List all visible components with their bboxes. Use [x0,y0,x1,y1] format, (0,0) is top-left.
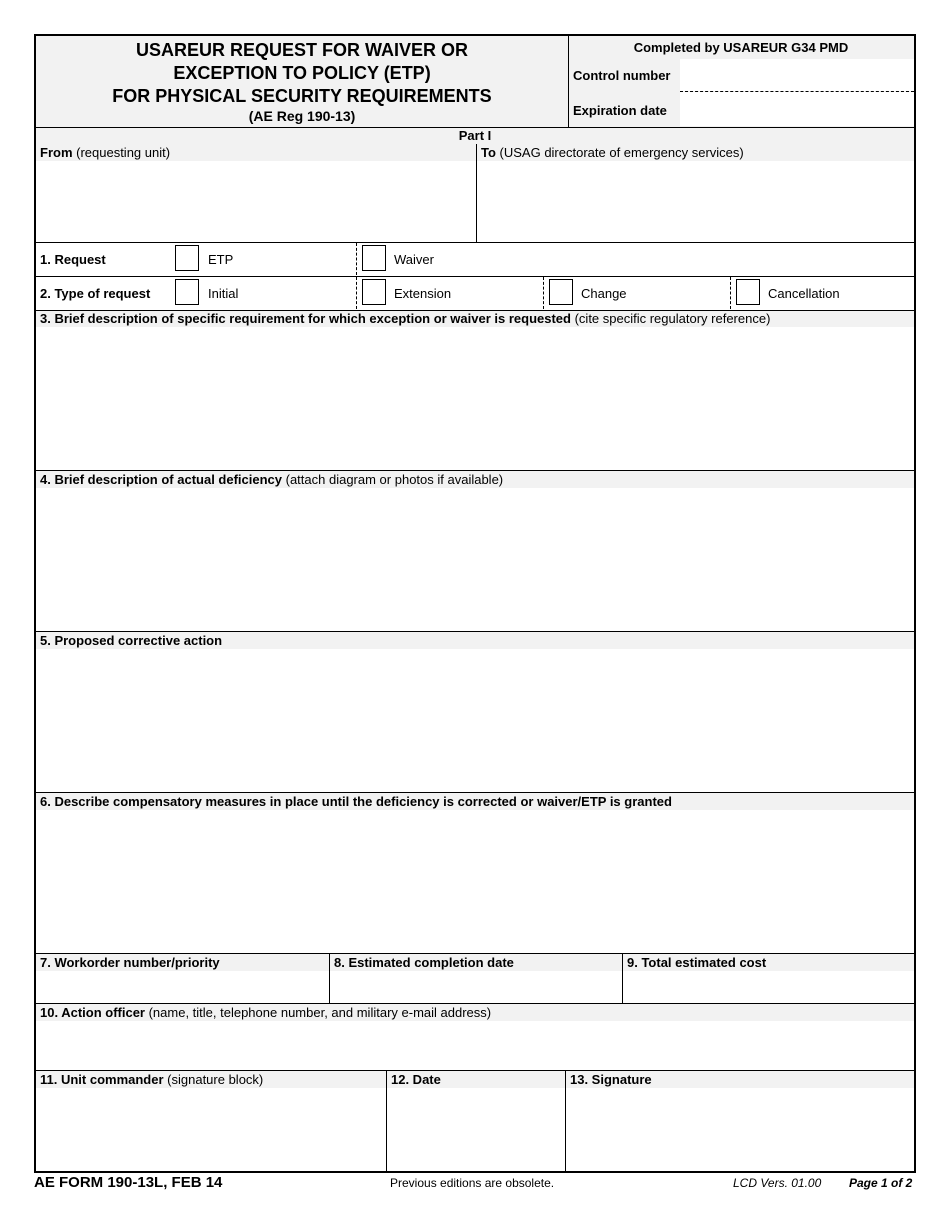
item5-label: 5. Proposed corrective action [40,633,223,648]
request-label: 1. Request [40,252,106,267]
item3-label: 3. Brief description of specific requirement for which exception or waiver is requested (cite specific regulatory reference) [40,311,771,326]
item13-field[interactable] [566,1088,914,1171]
dashed-divider [356,277,357,309]
change-option-label: Change [581,286,627,301]
initial-option-label: Initial [208,286,239,301]
column-divider [329,954,330,1004]
item4-field[interactable] [36,488,914,631]
item6-label: 6. Describe compensatory measures in place until the deficiency is corrected or waiver/ETP is granted [40,794,672,809]
expiration-date-label: Expiration date [573,103,667,118]
item4-label: 4. Brief description of actual deficiency (attach diagram or photos if available) [40,472,504,487]
item6-field[interactable] [36,810,914,953]
type-of-request-label: 2. Type of request [40,286,151,301]
column-divider [565,1071,566,1173]
item12-label: 12. Date [391,1072,441,1087]
from-label: From (requesting unit) [40,145,171,160]
version-label: LCD Vers. 01.00 [733,1176,822,1190]
dashed-divider [543,277,544,309]
item13-label: 13. Signature [570,1072,652,1087]
extension-option-label: Extension [394,286,452,301]
item8-field[interactable] [330,971,622,1003]
completed-by-label: Completed by USAREUR G34 PMD [633,40,849,55]
to-field[interactable] [477,161,914,241]
part-label: Part I [458,128,492,143]
control-number-field[interactable] [680,59,914,91]
waiver-option-label: Waiver [394,252,434,267]
obsolete-notice: Previous editions are obsolete. [390,1176,555,1190]
form-title-line3: FOR PHYSICAL SECURITY REQUIREMENTS [112,86,492,106]
form-title-line2: EXCEPTION TO POLICY (ETP) [173,63,431,83]
form-identifier: AE FORM 190-13L, FEB 14 [34,1174,223,1191]
item8-label: 8. Estimated completion date [334,955,514,970]
change-checkbox[interactable] [549,279,573,305]
etp-checkbox[interactable] [175,245,199,271]
from-field[interactable] [36,161,476,241]
item11-field[interactable] [36,1088,386,1171]
rule [36,242,914,243]
item10-label: 10. Action officer (name, title, telephone number, and military e-mail address) [40,1005,492,1020]
etp-option-label: ETP [208,252,234,267]
dashed-divider [356,243,357,275]
item5-field[interactable] [36,649,914,792]
control-number-label: Control number [573,68,671,83]
item7-label: 7. Workorder number/priority [40,955,220,970]
item12-field[interactable] [387,1088,565,1171]
regulation-reference: (AE Reg 190-13) [248,108,356,124]
from-to-divider [476,144,477,242]
rule [36,276,914,277]
extension-checkbox[interactable] [362,279,386,305]
form-title-line1: USAREUR REQUEST FOR WAIVER OR [135,40,469,60]
item9-label: 9. Total estimated cost [627,955,767,970]
page-number: Page 1 of 2 [849,1176,913,1190]
column-divider [622,954,623,1004]
item10-field[interactable] [36,1021,914,1070]
item9-field[interactable] [623,971,914,1003]
column-divider [386,1071,387,1173]
waiver-request-form [34,34,916,1173]
item11-label: 11. Unit commander (signature block) [40,1072,264,1087]
cancellation-option-label: Cancellation [768,286,840,301]
waiver-checkbox[interactable] [362,245,386,271]
dashed-divider [730,277,731,309]
item3-field[interactable] [36,327,914,470]
item7-field[interactable] [36,971,329,1003]
initial-checkbox[interactable] [175,279,199,305]
cancellation-checkbox[interactable] [736,279,760,305]
expiration-date-field[interactable] [680,92,914,126]
to-label: To (USAG directorate of emergency services) [481,145,744,160]
